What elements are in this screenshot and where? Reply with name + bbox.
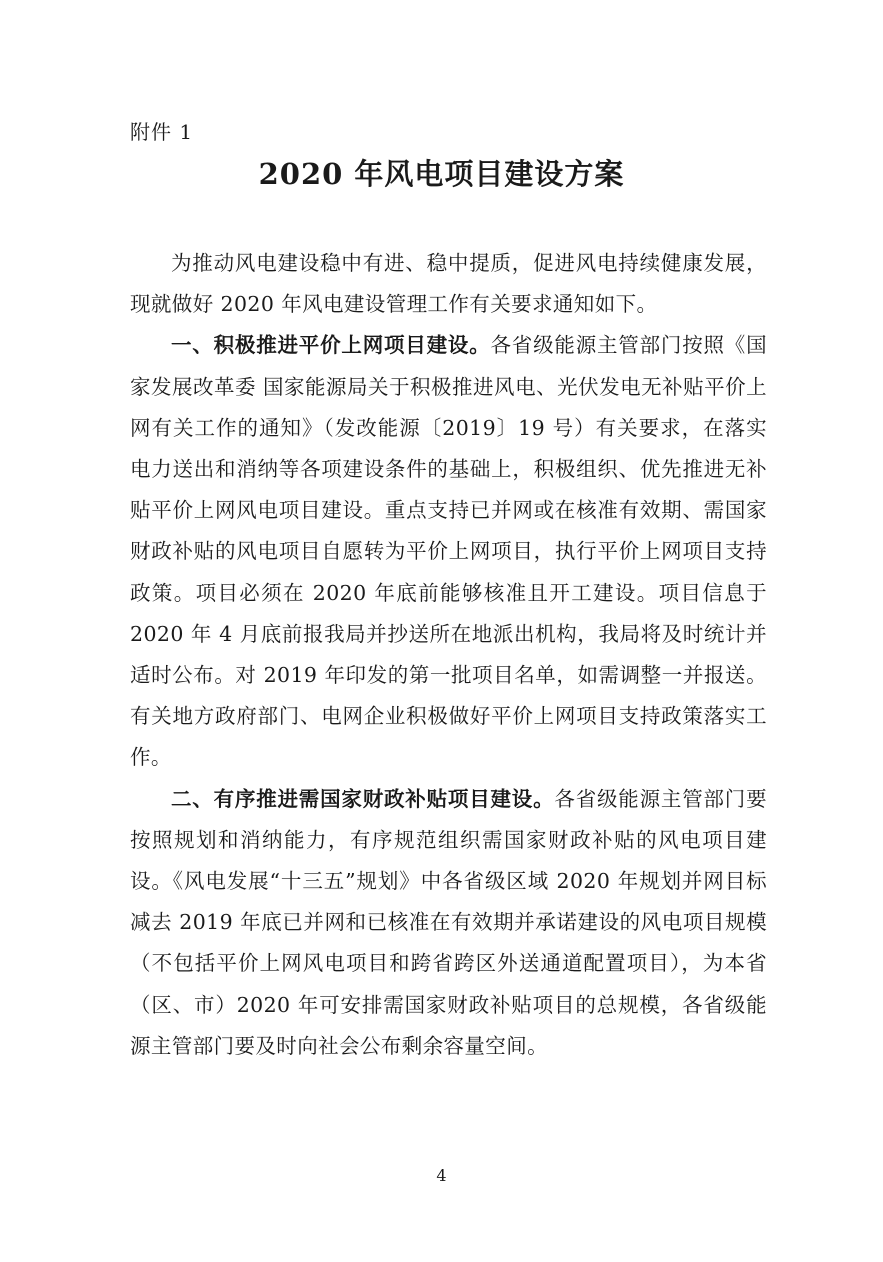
section-2-heading: 二、有序推进需国家财政补贴项目建设。: [171, 786, 555, 811]
document-title: 2020 年风电项目建设方案: [258, 157, 625, 191]
section-2-paragraph: [130, 779, 767, 1067]
document-body: [130, 243, 767, 1067]
intro-paragraph: 为推动风电建设稳中有进、稳中提质，促进风电持续健康发展，现就做好 2020 年风电建设管理工作有关要求通知如下。: [130, 251, 767, 317]
page-number: 4: [436, 1166, 447, 1185]
attachment-label: 附件 1: [130, 120, 194, 144]
section-1-paragraph: [130, 325, 767, 778]
section-1-heading: 一、积极推进平价上网项目建设。: [171, 333, 491, 358]
section-1-text: 各省级能源主管部门按照《国家发展改革委 国家能源局关于积极推进风电、光伏发电无补贴平价上网有关工作的通知》（发改能源〔2019〕19 号）有关要求，在落实电力送出和消纳等各项建设条件的基础上，积极组织、优先推进无补贴平价上网风电项目建设。重点支持已并网或在核准有效期、需国家财政补贴的风电项目自愿转为平价上网项目，执行平价上网项目支持政策。项目必须在 2020 年底前能够核准且开工建设。项目信息于 2020 年 4 月底前报我局并抄送所在地派出机构，我局将及时统计并适时公布。对 2019 年印发的第一批项目名单，如需调整一并报送。有关地方政府部门、电网企业积极做好平价上网项目支持政策落实工作。: [130, 333, 767, 770]
section-2-text: 各省级能源主管部门要按照规划和消纳能力，有序规范组织需国家财政补贴的风电项目建设。《风电发展“十三五”规划》中各省级区域 2020 年规划并网目标减去 2019 年底已并网和已核准在有效期并承诺建设的风电项目规模（不包括平价上网风电项目和跨省跨区外送通道配置项目），为本省（区、市）2020 年可安排需国家财政补贴项目的总规模，各省级能源主管部门要及时向社会公布剩余容量空间。: [130, 786, 768, 1058]
